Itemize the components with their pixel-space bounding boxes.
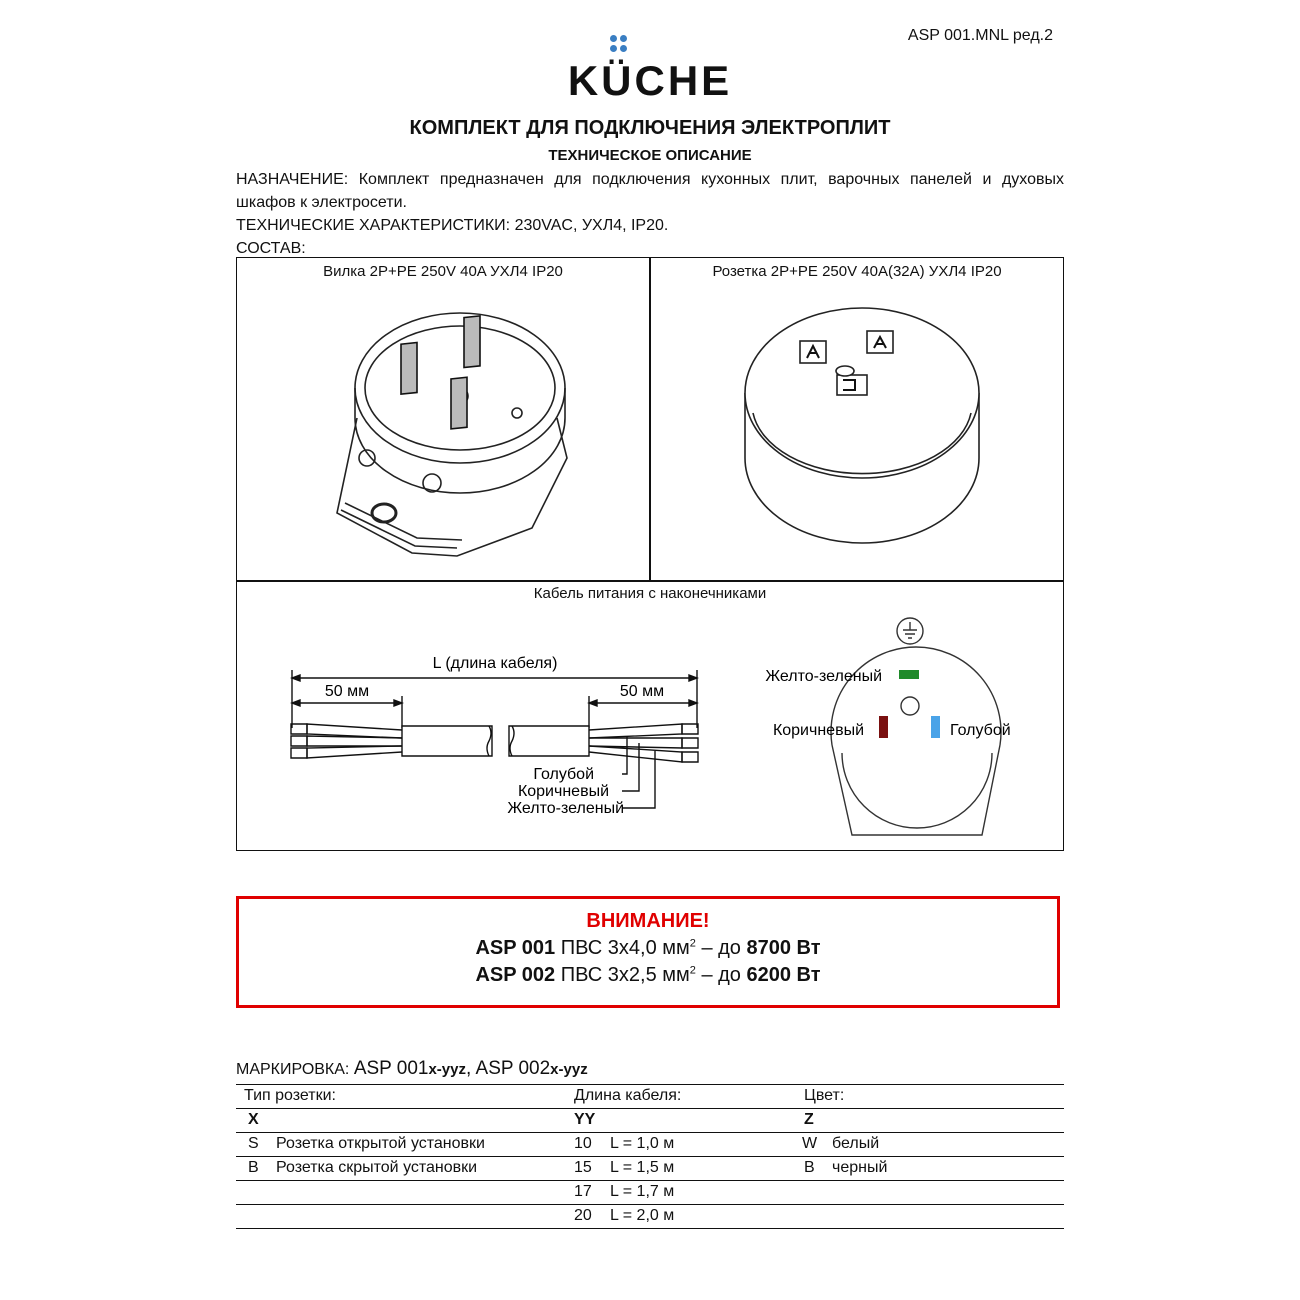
warning-line-asp001: ASP 001 ПВС 3х4,0 $мм^2$ – до 8700 Вт	[475, 937, 821, 959]
document-title: КОМПЛЕКТ ДЛЯ ПОДКЛЮЧЕНИЯ ЭЛЕКТРОПЛИТ	[409, 117, 891, 139]
warning-title: ВНИМАНИЕ!	[586, 910, 710, 932]
table-row: 17 L = 1,7 м	[236, 1180, 1064, 1204]
table-key-row: X YY Z	[236, 1108, 1064, 1132]
earth-label: Желто-зеленый	[765, 668, 882, 685]
plug-illustration	[317, 298, 587, 568]
wire-brown-label: Коричневый	[517, 783, 609, 800]
wire-blue-label: Голубой	[533, 766, 594, 783]
wire-yellow-green-label: Желто-зеленый	[507, 800, 624, 817]
cable-caption: Кабель питания с наконечниками	[533, 585, 767, 602]
table-row: S Розетка открытой установки 10 L = 1,0 м W белый	[236, 1132, 1064, 1156]
blue-terminal-icon	[931, 716, 940, 738]
specs-text: ТЕХНИЧЕСКИЕ ХАРАКТЕРИСТИКИ: 230VAC, УХЛ4, IP20.	[236, 217, 669, 234]
strip-right-label: 50 мм	[619, 683, 665, 700]
kuche-logo	[560, 35, 740, 104]
cable-diagram	[277, 648, 717, 818]
components-frame	[236, 257, 1064, 851]
blue-label: Голубой	[950, 722, 1011, 739]
plug-caption: Вилка 2P+PE 250V 40A УХЛ4 IP20	[323, 263, 563, 280]
warning-line-asp002: ASP 002 ПВС 3х2,5 $мм^2$ – до 6200 Вт	[475, 964, 821, 986]
document-id: ASP 001.MNL ред.2	[907, 27, 1053, 44]
purpose-text: НАЗНАЧЕНИЕ: Комплект предназначен для подключения кухонных плит, варочных панелей и духовых шкафов к электросети.	[236, 171, 1064, 211]
composition-label: СОСТАВ:	[236, 240, 306, 257]
brown-terminal-icon	[879, 716, 888, 738]
document-subtitle: ТЕХНИЧЕСКОЕ ОПИСАНИЕ	[548, 147, 752, 164]
socket-illustration	[737, 303, 987, 553]
warning-box	[236, 896, 1060, 1008]
table-row: 20 L = 2,0 м	[236, 1204, 1064, 1229]
table-header-row: Тип розетки: Длина кабеля: Цвет:	[236, 1084, 1064, 1108]
logo-text: KÜCHE	[567, 57, 733, 104]
marking-table	[236, 1084, 1064, 1229]
earth-terminal-icon	[899, 670, 919, 679]
socket-wiring-diagram	[752, 613, 1062, 843]
brown-label: Коричневый	[772, 722, 864, 739]
marking-line: МАРКИРОВКА: ASP 001x-yyz, ASP 002x-yyz	[236, 1058, 588, 1079]
table-row: B Розетка скрытой установки 15 L = 1,5 м B черный	[236, 1156, 1064, 1180]
cable-length-label: L (длина кабеля)	[432, 655, 558, 672]
strip-left-label: 50 мм	[324, 683, 370, 700]
socket-caption: Розетка 2P+PE 250V 40A(32A) УХЛ4 IP20	[712, 263, 1002, 280]
